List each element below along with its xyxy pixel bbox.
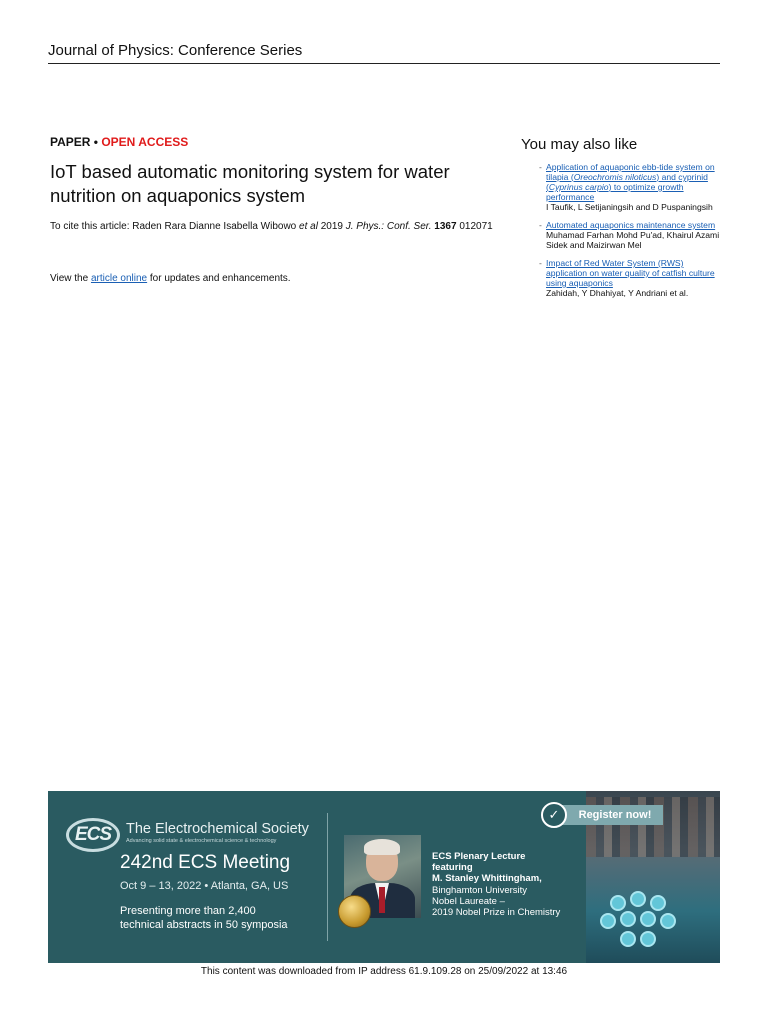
related-title-part: ) and cyprinid ( [546, 172, 708, 192]
check-circle-icon: ✓ [541, 802, 567, 828]
hex-icon [640, 911, 656, 927]
banner-divider [327, 813, 328, 941]
article-online-link[interactable]: article online [90, 273, 148, 284]
related-title: You may also like [521, 136, 638, 153]
related-item [521, 258, 721, 298]
related-item [521, 162, 721, 212]
related-title-part: ) to optimize growth performance [546, 182, 684, 202]
hex-icon [620, 931, 636, 947]
hex-icon [640, 931, 656, 947]
banner-left-panel [56, 791, 326, 963]
article-title [50, 160, 515, 208]
hex-icon [600, 913, 616, 929]
hex-icon [660, 913, 676, 929]
nobel-medal-icon [338, 895, 371, 928]
related-title-part: Application of aquaponic ebb-tide system on tilapia ( [546, 162, 715, 182]
cite-year: 2019 [320, 221, 343, 232]
hex-icon [620, 911, 636, 927]
related-item-link[interactable]: Impact of Red Water System (RWS) application on water quality of catfish culture using aquaponics [546, 258, 715, 288]
hex-icon [610, 895, 626, 911]
journal-header [48, 42, 720, 64]
hex-icon [630, 891, 646, 907]
portrait-hair [364, 839, 400, 855]
related-articles [521, 136, 721, 306]
paper-type-line [50, 134, 515, 150]
cite-journal: J. Phys.: Conf. Ser. [345, 221, 432, 232]
related-title-species: Cyprinus carpio [548, 182, 609, 192]
science-icons-graphic [600, 891, 696, 951]
presenting-line: technical abstracts in 50 symposia [120, 919, 288, 931]
citation [50, 220, 515, 234]
plenary-lecture-text [432, 851, 582, 918]
related-item-authors: Muhamad Farhan Mohd Pu'ad, Khairul Azami Sidek and Maizirwan Mel [546, 230, 720, 250]
lecture-line: featuring [432, 862, 473, 874]
portrait-tie [379, 887, 385, 913]
ecs-logo: ECS [66, 818, 120, 852]
related-item-authors: Zahidah, Y Dhahiyat, Y Andriani et al. [546, 288, 689, 298]
society-name: The Electrochemical Society [126, 821, 309, 837]
meeting-date: Oct 9 – 13, 2022 • Atlanta, GA, US [120, 880, 289, 892]
cite-volume: 1367 [434, 221, 457, 232]
lecture-line: Nobel Laureate – [432, 895, 505, 907]
article-title-line1: IoT based automatic monitoring system for water [50, 161, 450, 182]
open-access-badge: OPEN ACCESS [101, 135, 189, 149]
cite-prefix: To cite this article: Raden Rara Dianne Isabella Wibowo [50, 221, 297, 232]
related-title-species: Oreochromis niloticus [573, 172, 657, 182]
cite-number: 012071 [459, 221, 493, 232]
presenting-text [120, 904, 330, 932]
paper-label: PAPER [50, 135, 91, 149]
view-prefix: View the [50, 273, 89, 284]
cite-etal: et al [299, 221, 318, 232]
article-title-line2: nutrition on aquaponics system [50, 185, 306, 206]
view-online-line [50, 272, 515, 286]
lecture-line: 2019 Nobel Prize in Chemistry [432, 907, 561, 919]
related-item-authors: I Taufik, L Setijaningsih and D Puspaningsih [546, 202, 713, 212]
list-dash: - [539, 220, 542, 230]
hex-icon [650, 895, 666, 911]
journal-title: Journal of Physics: Conference Series [48, 42, 303, 59]
lecture-line: M. Stanley Whittingham, [432, 873, 542, 885]
society-tagline: Advancing solid state & electrochemical science & technology [126, 838, 277, 844]
lecture-line: ECS Plenary Lecture [432, 851, 526, 862]
related-item-link[interactable]: Automated aquaponics maintenance system [546, 220, 716, 230]
meeting-name: 242nd ECS Meeting [120, 852, 291, 873]
related-item-link[interactable] [546, 162, 715, 202]
lecture-line: Binghamton University [432, 884, 528, 896]
register-label: Register now! [561, 805, 663, 825]
ecs-advertisement-banner[interactable] [48, 791, 720, 963]
article-info [50, 134, 515, 286]
list-dash: - [539, 162, 542, 172]
related-item [521, 220, 721, 250]
register-now-button[interactable] [541, 802, 663, 828]
list-dash: - [539, 258, 542, 268]
bullet-separator: • [93, 135, 98, 149]
download-note: This content was downloaded from IP address 61.9.109.28 on 25/09/2022 at 13:46 [200, 966, 568, 977]
view-suffix: for updates and enhancements. [149, 273, 291, 284]
presenting-line: Presenting more than 2,400 [120, 905, 256, 917]
